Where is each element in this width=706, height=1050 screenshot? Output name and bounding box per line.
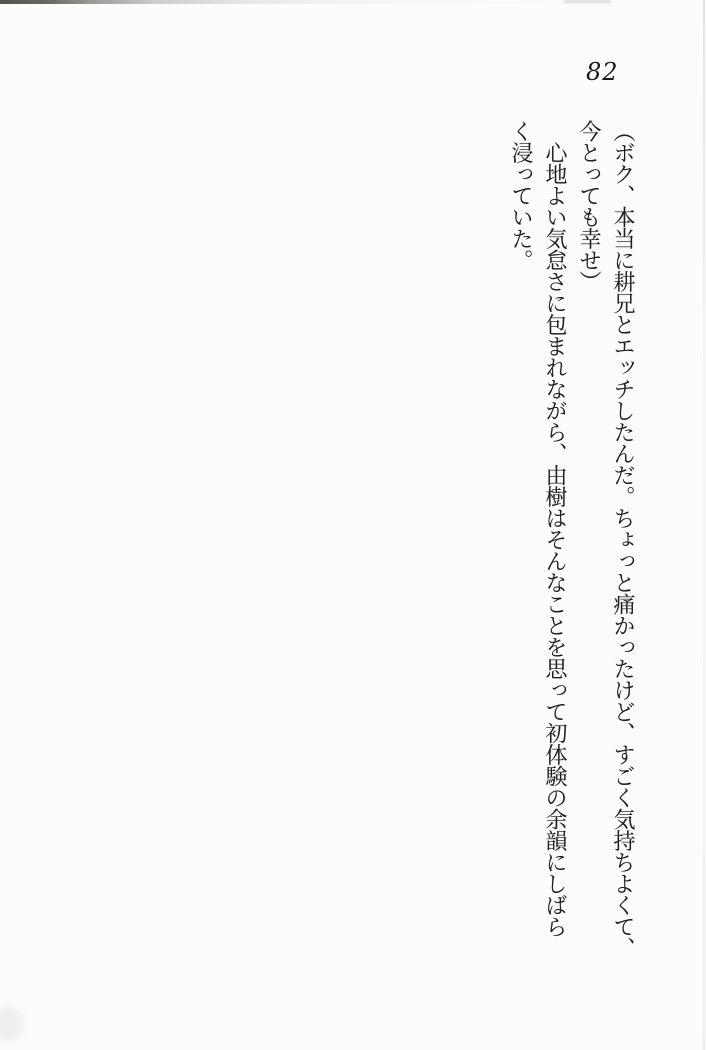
text-column-3: 心地よい気怠さに包まれながら、由樹はそんなことを思って初体験の余韻にしばら	[542, 120, 567, 937]
scan-artifact-right-edge-line	[703, 0, 705, 1050]
scan-artifact-bottom-left-smudge	[0, 1006, 24, 1042]
body-text-vertical	[503, 120, 639, 980]
page-number: 82	[586, 58, 619, 86]
scan-artifact-top-smudge	[563, 0, 611, 3]
text-column-4: く浸っていた。	[508, 120, 533, 271]
text-column-2: 今とっても幸せ）	[576, 120, 601, 292]
scan-artifact-top-band	[0, 0, 560, 4]
text-column-1: （ボク、本当に耕兄とエッチしたんだ。ちょっと痛かったけど、すごく気持ちよくて、	[610, 120, 635, 959]
